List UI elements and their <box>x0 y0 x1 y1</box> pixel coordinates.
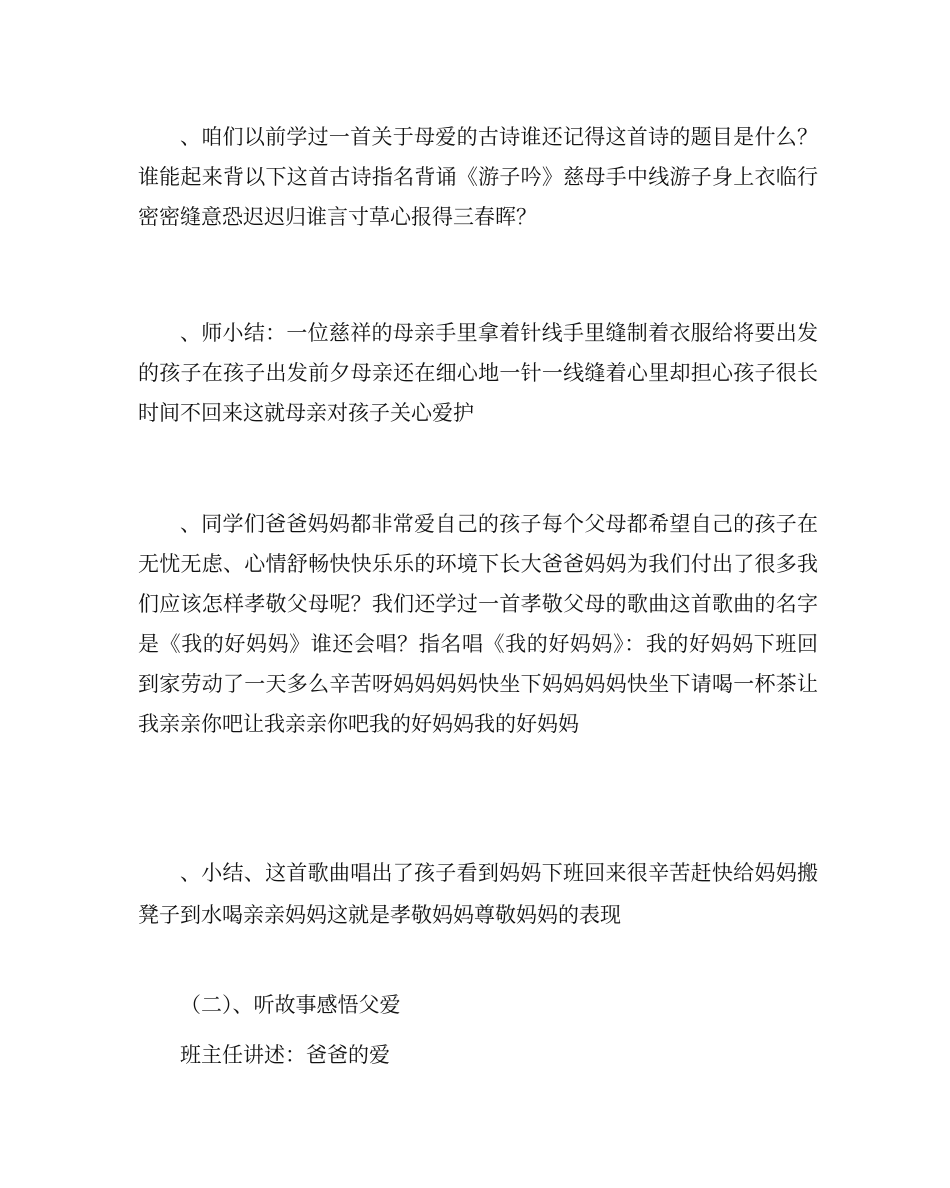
paragraph-ancient-poem: 、咱们以前学过一首关于母爱的古诗谁还记得这首诗的题目是什么？谁能起来背以下这首古诗指名背诵《游子吟》慈母手中线游子身上衣临行密密缝意恐迟迟归谁言寸草心报得三春晖？ <box>138 125 818 229</box>
paragraph-song: 、同学们爸爸妈妈都非常爱自己的孩子每个父母都希望自己的孩子在无忧无虑、心情舒畅快快乐乐的环境下长大爸爸妈妈为我们付出了很多我们应该怎样孝敬父母呢？我们还学过一首孝敬父母的歌曲这首歌曲的名字是《我的好妈妈》谁还会唱？指名唱《我的好妈妈》：我的好妈妈下班回到家劳动了一天多么辛苦呀妈妈妈妈快坐下妈妈妈妈快坐下请喝一杯茶让我亲亲你吧让我亲亲你吧我的好妈妈我的好妈妈 <box>138 512 818 736</box>
story-subheading: 班主任讲述：爸爸的爱 <box>180 1043 390 1067</box>
section-heading: （二）、听故事感悟父爱 <box>180 993 401 1017</box>
paragraph-teacher-summary: 、师小结：一位慈祥的母亲手里拿着针线手里缝制着衣服给将要出发的孩子在孩子出发前夕母亲还在细心地一针一线缝着心里却担心孩子很长时间不回来这就母亲对孩子关心爱护 <box>138 321 818 425</box>
paragraph-song-summary: 、小结、这首歌曲唱出了孩子看到妈妈下班回来很辛苦赶快给妈妈搬凳子到水喝亲亲妈妈这就是孝敬妈妈尊敬妈妈的表现 <box>138 861 818 927</box>
